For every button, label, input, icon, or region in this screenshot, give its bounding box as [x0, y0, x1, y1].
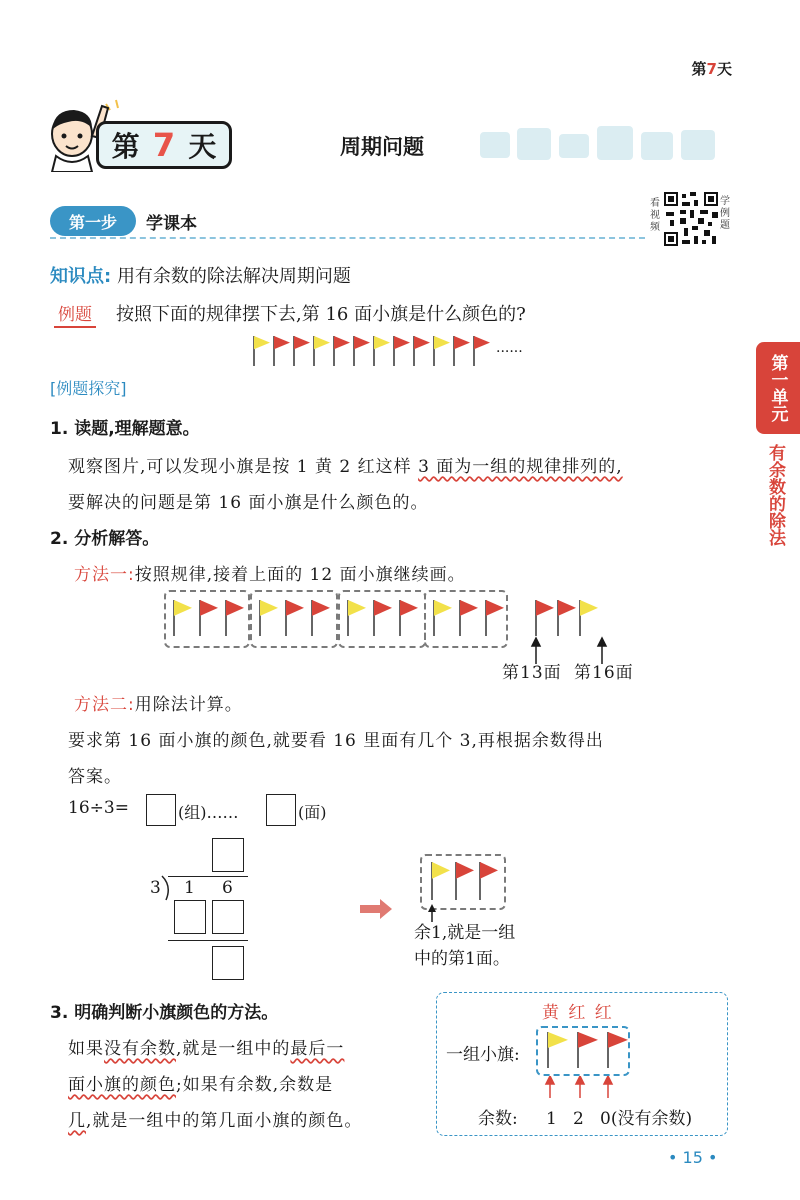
red-flag-icon [474, 336, 490, 366]
red-flag-icon [456, 862, 474, 900]
legend-flag-row [538, 1026, 628, 1076]
method2-line: 方法二:用除法计算。 [74, 695, 243, 715]
section2-heading: 2. 分析解答。 [50, 529, 160, 549]
section3-line3: 几,就是一组中的第几面小旗的颜色。 [68, 1111, 363, 1131]
page-number: • 15 • [668, 1148, 718, 1167]
qr-code-icon[interactable] [664, 192, 718, 246]
legend-arrows-icon [540, 1076, 620, 1098]
yellow-flag-icon [432, 862, 450, 900]
red-flag-icon [374, 600, 392, 636]
red-flag-icon [354, 336, 370, 366]
qr-right-caption: 学例题 [720, 196, 730, 231]
equation-unit-groups: (组)…… [178, 803, 239, 822]
red-flag-icon [414, 336, 430, 366]
dividend-digit-2: 6 [222, 878, 233, 898]
red-flag-icon [578, 1032, 598, 1068]
example-flag-row [250, 334, 500, 368]
single-group-flag-row [420, 854, 510, 910]
yellow-flag-icon [260, 600, 278, 636]
yellow-flag-icon [314, 336, 330, 366]
red-flag-icon [286, 600, 304, 636]
section3-line1: 如果没有余数,就是一组中的最后一 [68, 1039, 345, 1059]
equation-start: 16÷3= [68, 798, 129, 818]
section1-heading: 1. 读题,理解题意。 [50, 419, 200, 439]
red-flag-icon [608, 1032, 628, 1068]
red-flag-icon [480, 862, 498, 900]
yellow-flag-icon [548, 1032, 568, 1068]
division-subtract-line [168, 940, 248, 941]
red-flag-icon [394, 336, 410, 366]
explore-label: [例题探究] [50, 379, 127, 398]
yellow-flag-icon [254, 336, 270, 366]
red-flag-icon [460, 600, 478, 636]
red-flag-icon [486, 600, 504, 636]
remainder-note-line2: 中的第1面。 [414, 949, 510, 969]
method1-line: 方法一:按照规律,接着上面的 12 面小旗继续画。 [74, 565, 466, 585]
right-arrow-icon [360, 898, 394, 920]
legend-colors: 黄 红 红 [542, 1003, 614, 1023]
section1-line2: 要解决的问题是第 16 面小旗是什么颜色的。 [68, 493, 429, 513]
step-label: 学课本 [146, 214, 197, 234]
remainder-blank-box[interactable] [266, 794, 296, 826]
red-flag-icon [400, 600, 418, 636]
qr-left-caption: 看视频 [650, 198, 660, 233]
knowledge-point: 知识点: 用有余数的除法解决周期问题 [50, 266, 351, 287]
red-flag-icon [226, 600, 244, 636]
method2-explain-line2: 答案。 [68, 767, 122, 787]
unit-topic-label: 有余数的除法 [765, 444, 785, 546]
step-pill: 第一步 [50, 206, 136, 236]
division-remainder-box[interactable] [212, 946, 244, 980]
equation-unit-flags: (面) [298, 803, 327, 822]
red-flag-icon [274, 336, 290, 366]
red-flag-icon [294, 336, 310, 366]
example-tag: 例题 [58, 300, 92, 325]
legend-group-label: 一组小旗: [446, 1045, 520, 1065]
red-flag-icon [334, 336, 350, 366]
section3-line2: 面小旗的颜色;如果有余数,余数是 [68, 1075, 334, 1095]
example-ellipsis: ...... [496, 340, 523, 356]
section3-heading: 3. 明确判断小旗颜色的方法。 [50, 1003, 279, 1023]
red-flag-icon [200, 600, 218, 636]
dividend-digit-1: 1 [184, 878, 195, 898]
label-13th-flag: 第13面 [502, 663, 562, 683]
division-product-box-1[interactable] [174, 900, 206, 934]
red-flag-icon [454, 336, 470, 366]
division-bracket-icon [160, 874, 174, 902]
example-question: 按照下面的规律摆下去,第 16 面小旗是什么颜色的? [116, 304, 526, 325]
day-badge: 第 7 天 [96, 121, 232, 169]
section-divider [50, 237, 645, 239]
red-flag-icon [558, 600, 576, 636]
red-flag-icon [312, 600, 330, 636]
yellow-flag-icon [348, 600, 366, 636]
method2-explain-line1: 要求第 16 面小旗的颜色,就要看 16 里面有几个 3,再根据余数得出 [68, 731, 604, 751]
yellow-flag-icon [434, 336, 450, 366]
legend-remainder-label: 余数: [478, 1109, 518, 1129]
yellow-flag-icon [434, 600, 452, 636]
divisor: 3 [150, 878, 161, 898]
decorative-watermark-icon [475, 118, 725, 170]
legend-remainders: 1 2 0(没有余数) [546, 1109, 693, 1129]
page-day-marker: 第7天 [691, 60, 732, 78]
division-bar [168, 876, 248, 877]
red-flag-icon [536, 600, 554, 636]
yellow-flag-icon [580, 600, 598, 636]
division-quotient-box[interactable] [212, 838, 244, 872]
unit-side-tab[interactable]: 第一单元 [756, 342, 800, 434]
lesson-title: 周期问题 [340, 135, 424, 159]
yellow-flag-icon [174, 600, 192, 636]
remainder-note-line1: 余1,就是一组 [414, 923, 516, 943]
yellow-flag-icon [374, 336, 390, 366]
section1-line1: 观察图片,可以发现小旗是按 1 黄 2 红这样 3 面为一组的规律排列的, [68, 457, 623, 477]
division-product-box-2[interactable] [212, 900, 244, 934]
quotient-blank-box[interactable] [146, 794, 176, 826]
label-16th-flag: 第16面 [574, 663, 634, 683]
